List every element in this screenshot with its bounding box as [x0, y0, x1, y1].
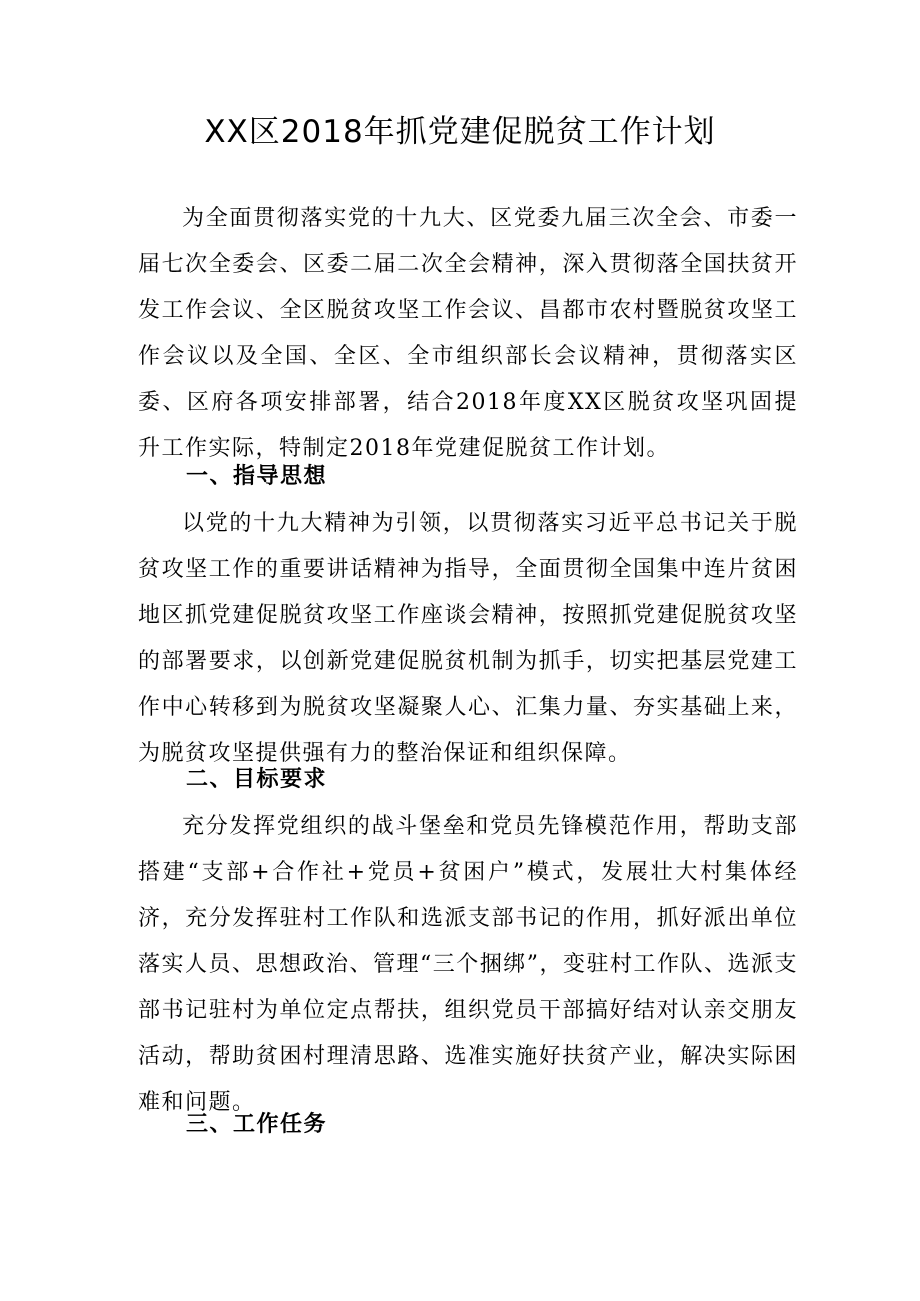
section-heading-objectives: 二、目标要求 — [186, 767, 328, 792]
document-title: XX区2018年抓党建促脱贫工作计划 — [204, 114, 716, 150]
intro-paragraph: 为全面贯彻落实党的十九大、区党委九届三次全会、市委一届七次全委会、区委二届二次全会精神，深入贯彻落全国扶贫开发工作会议、全区脱贫攻坚工作会议、昌都市农村暨脱贫攻坚工作会议以及全国、全区、全市组织部长会议精神，贯彻落实区委、区府各项安排部署，结合2018年度XX区脱贫攻坚巩固提升工作实际，特制定2018年党建促脱贫工作计划。 — [138, 206, 798, 461]
section-paragraph-objectives: 充分发挥党组织的战斗堡垒和党员先锋模范作用，帮助支部搭建“支部+合作社+党员+贫困户”模式，发展壮大村集体经济，充分发挥驻村工作队和选派支部书记的作用，抓好派出单位落实人员、思想政治、管理“三个捆绑”，变驻村工作队、选派支部书记驻村为单位定点帮扶，组织党员干部搞好结对认亲交朋友活动，帮助贫困村理清思路、选准实施好扶贫产业，解决实际困难和问题。 — [138, 814, 798, 1115]
section-paragraph-guiding-ideology: 以党的十九大精神为引领，以贯彻落实习近平总书记关于脱贫攻坚工作的重要讲话精神为指导，全面贯彻全国集中连片贫困地区抓党建促脱贫攻坚工作座谈会精神，按照抓党建促脱贫攻坚的部署要求，以创新党建促脱贫机制为抓手，切实把基层党建工作中心转移到为脱贫攻坚凝聚人心、汇集力量、夯实基础上来，为脱贫攻坚提供强有力的整治保证和组织保障。 — [138, 511, 798, 766]
section-heading-tasks: 三、工作任务 — [186, 1112, 328, 1137]
section-heading-guiding-ideology: 一、指导思想 — [186, 464, 328, 489]
